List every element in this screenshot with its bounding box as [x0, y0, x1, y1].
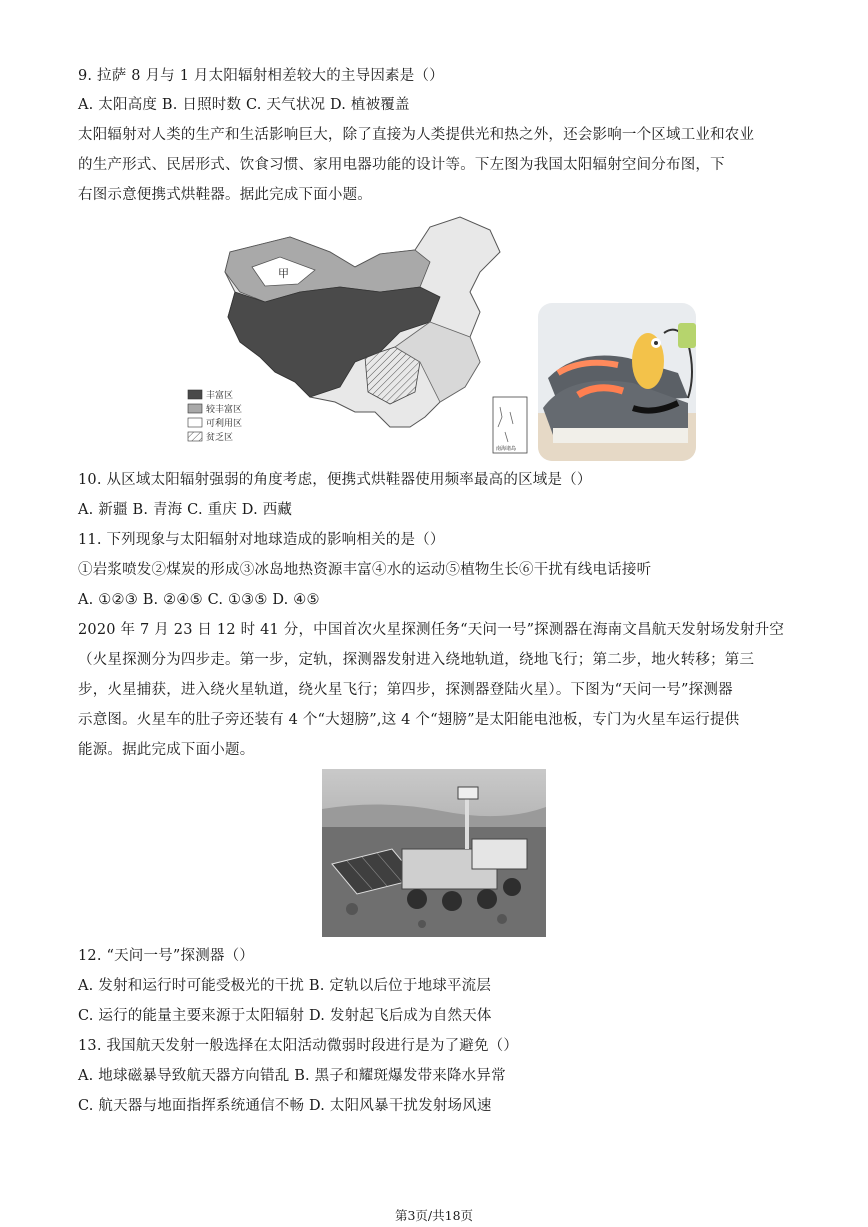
south-china-sea-inset [493, 397, 527, 453]
page-number: 第3页/共18页 [394, 1208, 474, 1223]
passage1-line1: 太阳辐射对人类的生产和生活影响巨大，除了直接为人类提供光和热之外，还会影响一个区域工业和农业 [78, 127, 755, 143]
legend-poor: 贫乏区 [206, 433, 234, 443]
q10-stem: 10. 从区域太阳辐射强弱的角度考虑，便携式烘鞋器使用频率最高的区域是（） [78, 472, 592, 488]
q11-options: A. ①②③ B. ②④⑤ C. ①③⑤ D. ④⑤ [78, 592, 320, 608]
inset-label: 南海诸岛 [496, 446, 517, 452]
q12-stem: 12. “天问一号”探测器（） [78, 948, 254, 964]
q12-options-cd: C. 运行的能量主要来源于太阳辐射 D. 发射起飞后成为自然天体 [78, 1008, 492, 1024]
q11-stem: 11. 下列现象与太阳辐射对地球造成的影响相关的是（） [78, 532, 445, 548]
q11-items: ①岩浆喷发②煤炭的形成③冰岛地热资源丰富④水的运动⑤植物生长⑥干扰有线电话接听 [78, 562, 652, 578]
passage2-line5: 能源。据此完成下面小题。 [78, 742, 255, 758]
shoe-dryer-photo [538, 303, 696, 461]
q13-stem: 13. 我国航天发射一般选择在太阳活动微弱时段进行是为了避免（） [78, 1038, 519, 1054]
q10-options: A. 新疆 B. 青海 C. 重庆 D. 西藏 [78, 502, 293, 518]
region-label-jia: 甲 [278, 267, 289, 280]
passage2-line3: 步，火星捕获，进入绕火星轨道，绕火星飞行；第四步，探测器登陆火星）。下图为“天问一号”探测器 [78, 682, 733, 698]
mars-rover-photo [322, 769, 546, 937]
q9-options: A. 太阳高度 B. 日照时数 C. 天气状况 D. 植被覆盖 [78, 97, 410, 113]
passage2-line2: （火星探测分为四步走。第一步，定轨，探测器发射进入绕地轨道，绕地飞行；第二步，地火转移；第三 [78, 652, 755, 668]
solar-radiation-map [180, 212, 530, 460]
q9-stem: 9. 拉萨 8 月与 1 月太阳辐射相差较大的主导因素是（） [78, 68, 444, 84]
legend-usable: 可利用区 [206, 419, 243, 429]
q13-options-cd: C. 航天器与地面指挥系统通信不畅 D. 太阳风暴干扰发射场风速 [78, 1098, 492, 1114]
q13-options-ab: A. 地球磁暴导致航天器方向错乱 B. 黑子和耀斑爆发带来降水异常 [78, 1068, 506, 1084]
passage1-line3: 右图示意便携式烘鞋器。据此完成下面小题。 [78, 187, 372, 203]
q12-options-ab: A. 发射和运行时可能受极光的干扰 B. 定轨以后位于地球平流层 [78, 978, 492, 994]
passage2-line4: 示意图。火星车的肚子旁还装有 4 个“大翅膀”,这 4 个“翅膀”是太阳能电池板，专门为火星车运行提供 [78, 712, 740, 728]
passage1-line2: 的生产形式、民居形式、饮食习惯、家用电器功能的设计等。下左图为我国太阳辐射空间分布图，下 [78, 157, 725, 173]
passage2-line1: 2020 年 7 月 23 日 12 时 41 分，中国首次火星探测任务“天问一号”探测器在海南文昌航天发射场发射升空 [78, 622, 785, 638]
legend-fairly-rich: 较丰富区 [206, 405, 243, 415]
legend-rich: 丰富区 [206, 391, 234, 401]
map-legend [188, 389, 242, 443]
